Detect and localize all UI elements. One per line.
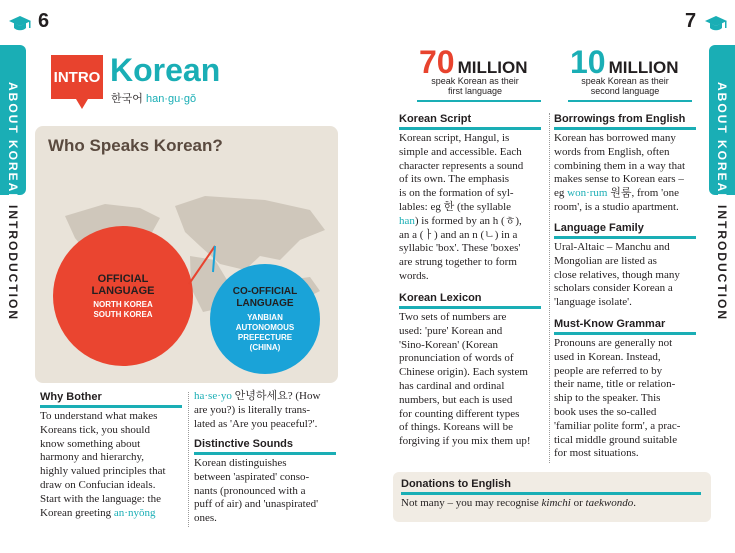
- korean-script-heading: Korean Script: [399, 113, 472, 125]
- text-line: of things. Koreans will be: [399, 421, 513, 434]
- text-line: makes sense to Korean ears –: [554, 173, 684, 186]
- text-line: harmony and hierarchy,: [40, 451, 145, 464]
- text-line: room', is a studio apartment.: [554, 200, 679, 213]
- text-line: for counting different types: [399, 407, 520, 420]
- co-official-sub-3: PREFECTURE: [237, 332, 293, 342]
- text-line: are strung together to form: [399, 256, 517, 269]
- borrowings-rule: [554, 127, 696, 130]
- text-line: people are referred to by: [554, 364, 663, 377]
- side-label-right: INTRODUCTION: [715, 205, 729, 321]
- stat-number: 70: [419, 44, 455, 80]
- loanword: taekwondo: [585, 497, 634, 509]
- co-official-sub-4: (CHINA): [249, 342, 281, 352]
- text-line: Mongolian are listed as: [554, 254, 657, 267]
- stat-number: 10: [570, 44, 606, 80]
- text-span: 안녕하세요? (How: [231, 390, 321, 402]
- text-line: book uses the so-called: [554, 405, 657, 418]
- text-line: of its own. The emphasis: [399, 173, 510, 186]
- text-line: Start with the language: the: [40, 492, 161, 505]
- text-line: ones.: [194, 512, 217, 525]
- text-line: Chinese origin). Each system: [399, 366, 528, 379]
- text-line: scholars consider Korean a: [554, 282, 673, 295]
- column-divider-left: [188, 392, 189, 527]
- text-line: words.: [399, 269, 429, 282]
- page-number-right: 7: [685, 10, 697, 32]
- subtitle-korean: 한국어: [111, 93, 143, 105]
- text-line: Two sets of numbers are: [399, 311, 507, 323]
- text-line: Pronouns are generally not: [554, 337, 673, 349]
- text-line: forgiving if you mix them up!: [399, 435, 531, 448]
- donations-heading: Donations to English: [401, 478, 511, 490]
- stat-unit: MILLION: [608, 58, 679, 77]
- co-official-sub-1: YANBIAN: [247, 312, 283, 322]
- text-span: ) is formed by an h (ㅎ),: [414, 214, 522, 227]
- korean-lexicon-rule: [399, 306, 541, 309]
- text-line: combining them in a way that: [554, 159, 686, 172]
- map-pointer-lines: [187, 244, 217, 304]
- stat-second-caption: [560, 76, 690, 96]
- language-family-heading: Language Family: [554, 222, 644, 234]
- text-line: puff of air) and 'unaspirated': [194, 498, 319, 511]
- text-line: highly valued principles that: [40, 465, 166, 478]
- side-tab-left-label: ABOUT KOREAN: [6, 82, 20, 204]
- stat-unit: MILLION: [457, 58, 528, 77]
- text-line: character represents a sound: [399, 159, 524, 172]
- why-bother-rule: [40, 405, 182, 408]
- text-span: or: [570, 497, 586, 509]
- text-line: lated as 'Are you peaceful?'.: [194, 417, 318, 430]
- text-line: for most situations.: [554, 447, 639, 460]
- text-line: [194, 390, 344, 404]
- donations-box: [393, 472, 711, 522]
- text-line: an a (ㅏ) and an n (ㄴ) in a: [399, 228, 518, 241]
- stat-first-caption: [410, 76, 540, 96]
- who-speaks-map: [35, 126, 338, 383]
- romanization: han: [399, 214, 415, 227]
- official-title-2: LANGUAGE: [91, 284, 155, 297]
- caption-line: speak Korean as their: [581, 76, 669, 86]
- text-line: is on the formation of syl-: [399, 187, 514, 200]
- text-line: Korean has borrowed many: [554, 132, 676, 144]
- side-label-left: INTRODUCTION: [6, 205, 20, 321]
- text-line: 'Sino-Korean' (Korean: [399, 338, 498, 351]
- grammar-text: [554, 337, 709, 461]
- text-line: [554, 187, 709, 201]
- map-heading: Who Speaks Korean?: [48, 136, 223, 155]
- text-span: Korean greeting: [40, 506, 114, 519]
- official-sub-1: NORTH KOREA: [93, 299, 153, 309]
- korean-script-rule: [399, 127, 541, 130]
- co-official-language-circle: [210, 264, 320, 374]
- language-family-rule: [554, 236, 696, 239]
- text-span: Not many – you may recognise: [401, 497, 542, 509]
- text-line: used: 'pure' Korean and: [399, 324, 503, 337]
- official-language-circle: [53, 226, 193, 366]
- text-line: their name, title or relation-: [554, 378, 676, 391]
- loanword: kimchi: [541, 497, 571, 509]
- borrowings-text: [554, 132, 709, 215]
- korean-script-text: [399, 132, 549, 284]
- page-title: Korean: [110, 52, 221, 88]
- text-span: 원룸, from 'one: [607, 187, 679, 200]
- side-tab-right-label: ABOUT KOREAN: [715, 82, 729, 204]
- donations-rule: [401, 492, 701, 495]
- stat-second-rule: [568, 100, 692, 102]
- page-subtitle: [111, 90, 196, 106]
- co-official-title-2: LANGUAGE: [236, 297, 294, 309]
- romanization: an·nyŏng: [113, 506, 156, 519]
- intro-badge-tail: [76, 99, 88, 109]
- text-line: has cardinal and ordinal: [399, 379, 505, 392]
- text-line: draw on Confucian ideals.: [40, 478, 156, 491]
- co-official-title-1: CO-OFFICIAL: [232, 285, 298, 297]
- subtitle-roman: han·gu·gŏ: [145, 93, 197, 105]
- text-line: Korean script, Hangul, is: [399, 132, 510, 144]
- page-number-left: 6: [38, 10, 50, 32]
- distinctive-sounds-text: [194, 457, 344, 526]
- text-line: words from English, often: [554, 145, 670, 158]
- donations-text: [401, 497, 706, 511]
- official-title-1: OFFICIAL: [97, 272, 149, 285]
- romanization: won·rum: [567, 187, 608, 200]
- text-line: used in Korean. Instead,: [554, 350, 661, 363]
- greeting-text: [194, 390, 344, 431]
- graduation-cap-icon: [8, 14, 32, 34]
- grammar-rule: [554, 332, 696, 335]
- distinctive-sounds-rule: [194, 452, 336, 455]
- distinctive-sounds-heading: Distinctive Sounds: [194, 438, 294, 450]
- romanization: ha·se·yo: [194, 390, 232, 402]
- co-official-sub-2: AUTONOMOUS: [235, 322, 295, 332]
- text-line: Ural-Altaic – Manchu and: [554, 241, 670, 253]
- why-bother-text: [40, 410, 188, 520]
- text-line: Koreans tick, you should: [40, 423, 150, 436]
- text-span: .: [633, 497, 636, 509]
- official-sub-2: SOUTH KOREA: [93, 309, 153, 319]
- text-line: nants (pronounced with a: [194, 484, 306, 497]
- text-line: 'language isolate'.: [554, 296, 632, 309]
- caption-line: speak Korean as their: [431, 76, 519, 86]
- text-line: [399, 215, 549, 229]
- intro-badge: INTRO: [51, 55, 103, 99]
- column-divider-right: [549, 113, 550, 463]
- graduation-cap-icon: [704, 14, 728, 34]
- text-line: syllabic 'box'. These 'boxes': [399, 242, 521, 255]
- text-line: are you?) is literally trans-: [194, 403, 311, 416]
- text-line: numbers, but each is used: [399, 393, 513, 406]
- stat-first-rule: [417, 100, 541, 102]
- korean-lexicon-text: [399, 311, 549, 449]
- language-family-text: [554, 241, 709, 310]
- text-line: 'familiar polite form', a prac-: [554, 419, 681, 432]
- text-line: [40, 507, 188, 521]
- text-line: ship to the speaker. This: [554, 392, 661, 405]
- text-line: pronunciation of words of: [399, 352, 514, 365]
- text-line: To understand what makes: [40, 410, 158, 422]
- borrowings-heading: Borrowings from English: [554, 113, 686, 125]
- text-line: Korean distinguishes: [194, 457, 287, 469]
- text-span: eg: [554, 187, 568, 200]
- text-line: tical middle ground suitable: [554, 433, 678, 446]
- text-line: close relatives, though many: [554, 268, 680, 281]
- grammar-heading: Must-Know Grammar: [554, 318, 666, 330]
- korean-lexicon-heading: Korean Lexicon: [399, 292, 482, 304]
- text-line: simple and accessible. Each: [399, 145, 522, 158]
- text-line: between 'aspirated' conso-: [194, 470, 310, 483]
- why-bother-heading: Why Bother: [40, 391, 102, 403]
- text-line: lables: eg 한 (the syllable: [399, 200, 512, 213]
- caption-line: first language: [447, 86, 503, 96]
- caption-line: second language: [590, 86, 660, 96]
- text-line: know something about: [40, 437, 141, 450]
